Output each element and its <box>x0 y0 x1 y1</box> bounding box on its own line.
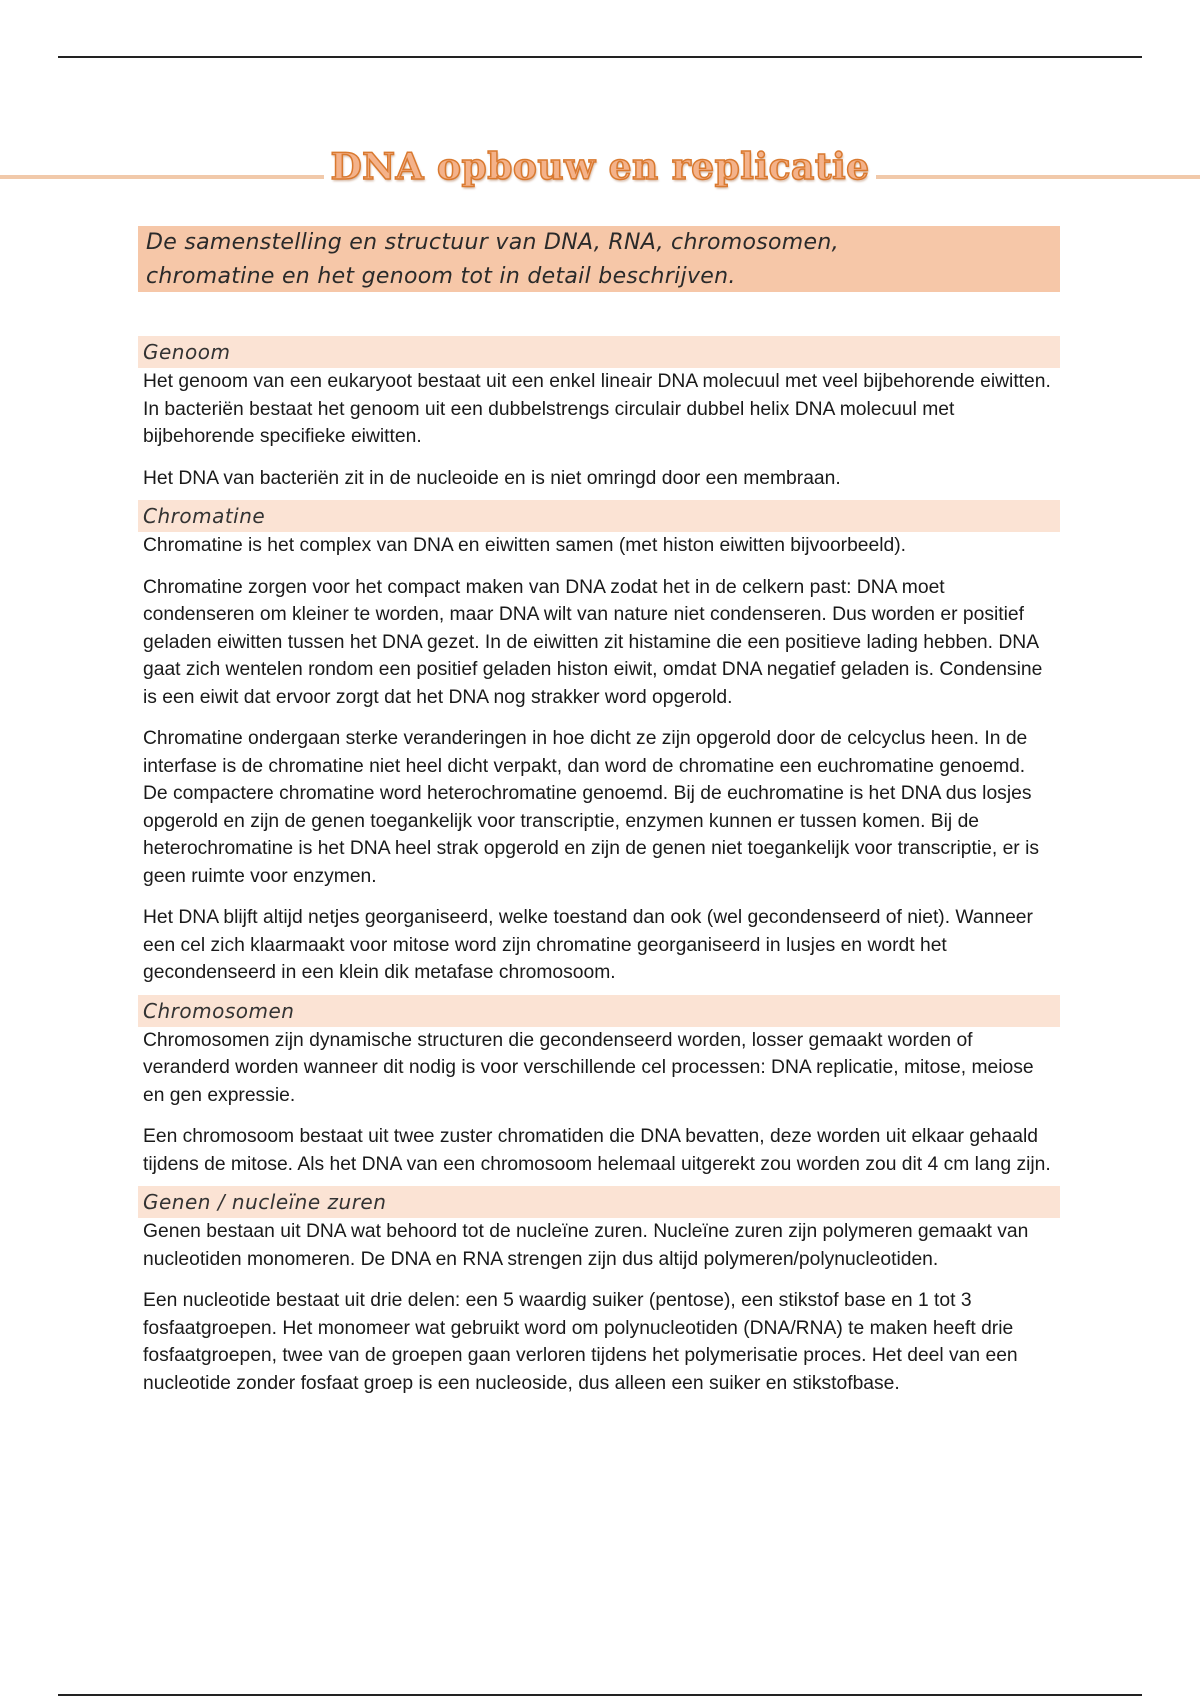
paragraph: Een chromosoom bestaat uit twee zuster chromatiden die DNA bevatten, deze worden uit elkaar gehaald tijdens de mitose. Als het DNA van een chromosoom helemaal uitgerekt zou worden zou dit 4 cm lang zijn. <box>143 1126 1051 1175</box>
document-body <box>138 336 1060 1397</box>
section-heading-genoom: Genoom <box>138 336 1060 368</box>
bottom-rule <box>58 1694 1142 1696</box>
section-heading-chromatine: Chromatine <box>138 500 1060 532</box>
paragraph: Een nucleotide bestaat uit drie delen: een 5 waardig suiker (pentose), een stikstof base en 1 tot 3 fosfaatgroepen. Het monomeer wat gebruikt word om polynucleotiden (DNA/RNA) te maken heeft drie fosfaatgroepen, twee van de groepen gaan verloren tijdens het polymerisatie proces. Het deel van een nucleotide zonder fosfaat groep is een nucleoside, dus alleen een suiker en stikstofbase. <box>143 1290 1018 1394</box>
paragraph: Het DNA van bacteriën zit in de nucleoide en is niet omringd door een membraan. <box>143 467 841 489</box>
paragraph: Chromatine ondergaan sterke veranderingen in hoe dicht ze zijn opgerold door de celcyclus heen. In de interfase is de chromatine niet heel dicht verpakt, dan word de chromatine een euchromatine genoemd. De compactere chromatine word heterochromatine genoemd. Bij de euchromatine is het DNA dus losjes opgerold en zijn de genen toegankelijk voor transcriptie, enzymen kunnen er tussen komen. Bij de heterochromatine is het DNA heel strak opgerold en zijn de genen niet toegankelijk voor transcriptie, er is geen ruimte voor enzymen. <box>143 728 1040 887</box>
paragraph: Chromosomen zijn dynamische structuren die gecondenseerd worden, losser gemaakt worden of veranderd worden wanneer dit nodig is voor verschillende cel processen: DNA replicatie, mitose, meiose en gen expressie. <box>143 1029 1034 1106</box>
page-title: DNA opbouw en replicatie <box>324 146 875 188</box>
paragraph: Chromatine is het complex van DNA en eiwitten samen (met histon eiwitten bijvoorbeeld). <box>143 535 907 556</box>
top-rule <box>58 56 1142 58</box>
learning-objective <box>138 226 1060 292</box>
page-title-wrapper <box>0 146 1200 188</box>
paragraph: Het genoom van een eukaryoot bestaat uit een enkel lineair DNA molecuul met veel bijbehorende eiwitten. In bacteriën bestaat het genoom uit een dubbelstrengs circulair dubbel helix DNA molecuul met bijbehorende specifieke eiwitten. <box>143 371 1051 447</box>
objective-line-1: De samenstelling en structuur van DNA, RNA, chromosomen, <box>146 230 839 255</box>
section-heading-chromosomen: Chromosomen <box>138 995 1060 1027</box>
paragraph: Het DNA blijft altijd netjes georganiseerd, welke toestand dan ook (wel gecondenseerd of niet). Wanneer een cel zich klaarmaakt voor mitose word zijn chromatine georganiseerd in lusjes en wordt het gecondenseerd in een klein dik metafase chromosoom. <box>143 907 1033 983</box>
section-heading-genen: Genen / nucleïne zuren <box>138 1186 1060 1218</box>
paragraph: Chromatine zorgen voor het compact maken van DNA zodat het in de celkern past: DNA moet condenseren om kleiner te worden, maar DNA wilt van nature niet condenseren. Dus worden er positief geladen eiwitten tussen het DNA gezet. In de eiwitten zit histamine die een positieve lading hebben. DNA gaat zich wentelen rondom een positief geladen histon eiwit, omdat DNA negatief geladen is. Condensine is een eiwit dat ervoor zorgt dat het DNA nog strakker word opgerold. <box>143 576 1043 708</box>
paragraph: Genen bestaan uit DNA wat behoord tot de nucleïne zuren. Nucleïne zuren zijn polymeren gemaakt van nucleotiden monomeren. De DNA en RNA strengen zijn dus altijd polymeren/polynucleotiden. <box>143 1221 1029 1270</box>
objective-line-2: chromatine en het genoom tot in detail beschrijven. <box>146 264 736 289</box>
